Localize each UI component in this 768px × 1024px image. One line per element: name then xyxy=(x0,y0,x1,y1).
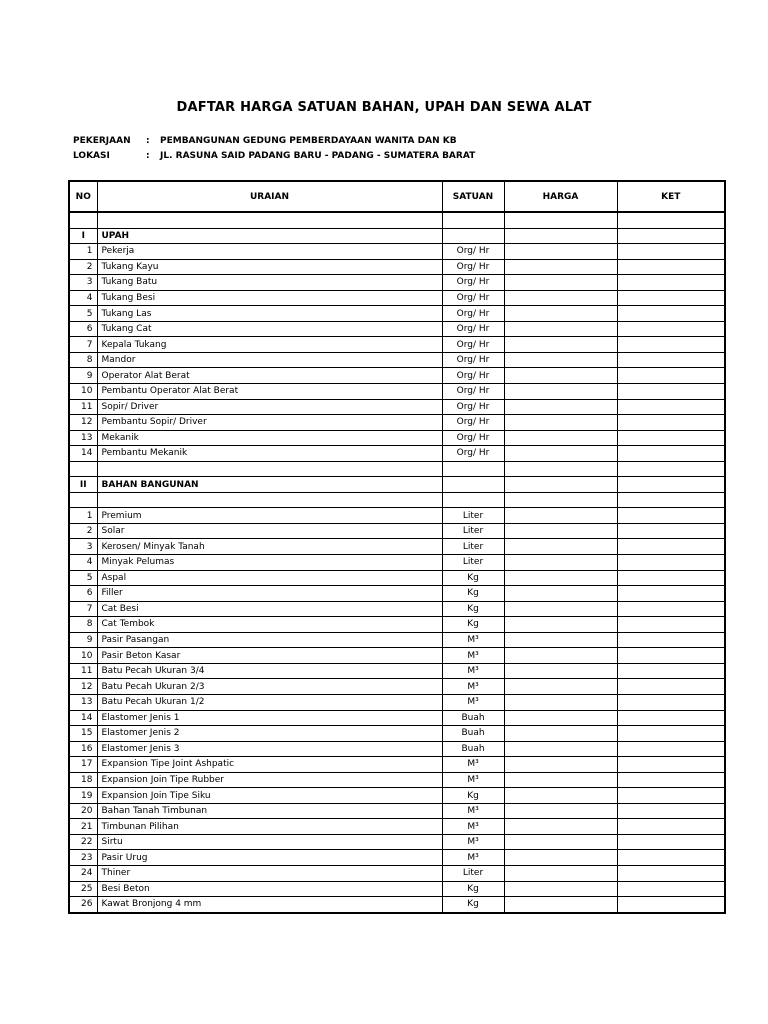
cell-satuan: Buah xyxy=(442,710,504,726)
table-row xyxy=(69,508,725,524)
cell-harga xyxy=(504,803,617,819)
cell-uraian: Pembantu Operator Alat Berat xyxy=(97,384,442,400)
table-row xyxy=(69,570,725,586)
cell-harga xyxy=(504,244,617,260)
cell-ket xyxy=(617,586,725,602)
header-uraian: URAIAN xyxy=(97,181,442,212)
cell-uraian: Pasir Pasangan xyxy=(97,632,442,648)
cell-no: 21 xyxy=(69,819,97,835)
cell-no: 14 xyxy=(69,710,97,726)
table-row xyxy=(69,741,725,757)
cell-no: II xyxy=(69,477,97,493)
cell-uraian: Elastomer Jenis 1 xyxy=(97,710,442,726)
cell-harga xyxy=(504,477,617,493)
cell-uraian: Pekerja xyxy=(97,244,442,260)
cell-satuan: Liter xyxy=(442,508,504,524)
cell-no: 23 xyxy=(69,850,97,866)
cell-ket xyxy=(617,492,725,508)
cell-no: 1 xyxy=(69,244,97,260)
cell-ket xyxy=(617,415,725,431)
cell-harga xyxy=(504,228,617,244)
cell-no xyxy=(69,212,97,228)
cell-ket xyxy=(617,337,725,353)
meta-label: PEKERJAAN xyxy=(73,136,131,146)
cell-ket xyxy=(617,601,725,617)
cell-satuan: Kg xyxy=(442,617,504,633)
table-row xyxy=(69,539,725,555)
cell-uraian: Timbunan Pilihan xyxy=(97,819,442,835)
cell-no: 12 xyxy=(69,679,97,695)
cell-uraian: Kawat Bronjong 4 mm xyxy=(97,897,442,913)
cell-ket xyxy=(617,679,725,695)
cell-satuan: M³ xyxy=(442,757,504,773)
cell-ket xyxy=(617,865,725,881)
cell-satuan: Org/ Hr xyxy=(442,244,504,260)
cell-uraian xyxy=(97,461,442,477)
cell-no: 10 xyxy=(69,648,97,664)
cell-satuan xyxy=(442,212,504,228)
cell-no: 25 xyxy=(69,881,97,897)
cell-ket xyxy=(617,228,725,244)
cell-no: 4 xyxy=(69,290,97,306)
table-row xyxy=(69,897,725,913)
cell-uraian: Elastomer Jenis 3 xyxy=(97,741,442,757)
cell-satuan: Kg xyxy=(442,570,504,586)
cell-no: 9 xyxy=(69,368,97,384)
cell-ket xyxy=(617,306,725,322)
cell-no: I xyxy=(69,228,97,244)
cell-harga xyxy=(504,772,617,788)
cell-ket xyxy=(617,368,725,384)
price-table xyxy=(68,180,726,914)
cell-harga xyxy=(504,694,617,710)
cell-no: 5 xyxy=(69,306,97,322)
cell-no: 26 xyxy=(69,897,97,913)
cell-ket xyxy=(617,259,725,275)
cell-uraian: Batu Pecah Ukuran 2/3 xyxy=(97,679,442,695)
cell-satuan: Org/ Hr xyxy=(442,275,504,291)
cell-satuan: M³ xyxy=(442,648,504,664)
cell-ket xyxy=(617,663,725,679)
table-row xyxy=(69,244,725,260)
cell-harga xyxy=(504,726,617,742)
cell-harga xyxy=(504,897,617,913)
cell-uraian: Kepala Tukang xyxy=(97,337,442,353)
table-header-row xyxy=(69,181,725,212)
cell-harga xyxy=(504,632,617,648)
cell-uraian xyxy=(97,212,442,228)
blank-row xyxy=(69,461,725,477)
cell-no: 14 xyxy=(69,446,97,462)
cell-ket xyxy=(617,726,725,742)
cell-harga xyxy=(504,741,617,757)
cell-ket xyxy=(617,477,725,493)
cell-satuan: Org/ Hr xyxy=(442,368,504,384)
cell-ket xyxy=(617,244,725,260)
table-row xyxy=(69,430,725,446)
cell-satuan: Kg xyxy=(442,586,504,602)
table-row xyxy=(69,694,725,710)
cell-ket xyxy=(617,523,725,539)
table-row xyxy=(69,306,725,322)
cell-uraian: Tukang Cat xyxy=(97,321,442,337)
cell-harga xyxy=(504,399,617,415)
cell-ket xyxy=(617,632,725,648)
table-row xyxy=(69,632,725,648)
cell-satuan: Org/ Hr xyxy=(442,384,504,400)
cell-satuan xyxy=(442,461,504,477)
cell-harga xyxy=(504,430,617,446)
cell-harga xyxy=(504,788,617,804)
cell-harga xyxy=(504,648,617,664)
cell-no: 7 xyxy=(69,337,97,353)
cell-satuan: M³ xyxy=(442,819,504,835)
cell-harga xyxy=(504,275,617,291)
table-row xyxy=(69,275,725,291)
cell-satuan: Liter xyxy=(442,555,504,571)
cell-no: 17 xyxy=(69,757,97,773)
cell-satuan: Org/ Hr xyxy=(442,399,504,415)
cell-satuan: Kg xyxy=(442,788,504,804)
table-row xyxy=(69,788,725,804)
cell-uraian: Sirtu xyxy=(97,834,442,850)
section-row xyxy=(69,477,725,493)
cell-harga xyxy=(504,384,617,400)
cell-satuan: M³ xyxy=(442,850,504,866)
cell-no: 20 xyxy=(69,803,97,819)
header-harga: HARGA xyxy=(504,181,617,212)
cell-satuan: M³ xyxy=(442,772,504,788)
blank-row xyxy=(69,492,725,508)
cell-no: 18 xyxy=(69,772,97,788)
cell-ket xyxy=(617,352,725,368)
cell-ket xyxy=(617,430,725,446)
cell-ket xyxy=(617,648,725,664)
cell-harga xyxy=(504,212,617,228)
cell-satuan xyxy=(442,477,504,493)
cell-harga xyxy=(504,555,617,571)
cell-harga xyxy=(504,850,617,866)
cell-uraian: Solar xyxy=(97,523,442,539)
cell-ket xyxy=(617,897,725,913)
table-row xyxy=(69,399,725,415)
meta-colon: : xyxy=(146,151,150,161)
table-row xyxy=(69,772,725,788)
document-title: DAFTAR HARGA SATUAN BAHAN, UPAH DAN SEWA ALAT xyxy=(176,100,592,115)
cell-uraian: Kerosen/ Minyak Tanah xyxy=(97,539,442,555)
cell-ket xyxy=(617,399,725,415)
cell-no: 6 xyxy=(69,321,97,337)
table-row xyxy=(69,352,725,368)
cell-harga xyxy=(504,601,617,617)
cell-satuan: M³ xyxy=(442,632,504,648)
cell-ket xyxy=(617,710,725,726)
table-row xyxy=(69,865,725,881)
cell-satuan: Org/ Hr xyxy=(442,306,504,322)
cell-uraian: Pembantu Mekanik xyxy=(97,446,442,462)
cell-satuan: Org/ Hr xyxy=(442,321,504,337)
cell-harga xyxy=(504,290,617,306)
cell-no: 5 xyxy=(69,570,97,586)
cell-ket xyxy=(617,555,725,571)
table-body xyxy=(69,212,725,913)
table-row xyxy=(69,850,725,866)
cell-harga xyxy=(504,368,617,384)
cell-ket xyxy=(617,275,725,291)
cell-ket xyxy=(617,694,725,710)
cell-uraian: Thiner xyxy=(97,865,442,881)
table-row xyxy=(69,757,725,773)
cell-no: 8 xyxy=(69,352,97,368)
cell-ket xyxy=(617,446,725,462)
cell-ket xyxy=(617,321,725,337)
meta-lokasi xyxy=(73,151,475,161)
cell-satuan: Buah xyxy=(442,741,504,757)
table-row xyxy=(69,617,725,633)
cell-harga xyxy=(504,508,617,524)
cell-satuan: Kg xyxy=(442,881,504,897)
table-row xyxy=(69,726,725,742)
cell-harga xyxy=(504,834,617,850)
cell-no: 16 xyxy=(69,741,97,757)
cell-no: 4 xyxy=(69,555,97,571)
cell-uraian: UPAH xyxy=(97,228,442,244)
cell-harga xyxy=(504,617,617,633)
cell-harga xyxy=(504,337,617,353)
cell-no xyxy=(69,492,97,508)
cell-uraian: Pasir Beton Kasar xyxy=(97,648,442,664)
cell-uraian: Sopir/ Driver xyxy=(97,399,442,415)
cell-uraian: Pasir Urug xyxy=(97,850,442,866)
cell-uraian: Expansion Join Tipe Rubber xyxy=(97,772,442,788)
cell-harga xyxy=(504,306,617,322)
cell-ket xyxy=(617,741,725,757)
cell-ket xyxy=(617,819,725,835)
cell-ket xyxy=(617,290,725,306)
section-row xyxy=(69,228,725,244)
cell-ket xyxy=(617,850,725,866)
table-row xyxy=(69,415,725,431)
cell-uraian: Operator Alat Berat xyxy=(97,368,442,384)
cell-uraian: Expansion Join Tipe Siku xyxy=(97,788,442,804)
table-row xyxy=(69,601,725,617)
cell-no: 10 xyxy=(69,384,97,400)
cell-harga xyxy=(504,757,617,773)
cell-ket xyxy=(617,539,725,555)
header-ket: KET xyxy=(617,181,725,212)
cell-satuan: M³ xyxy=(442,803,504,819)
cell-ket xyxy=(617,772,725,788)
cell-satuan: Kg xyxy=(442,601,504,617)
cell-no: 1 xyxy=(69,508,97,524)
cell-harga xyxy=(504,259,617,275)
table-row xyxy=(69,555,725,571)
cell-harga xyxy=(504,586,617,602)
table-row xyxy=(69,586,725,602)
meta-pekerjaan xyxy=(73,136,457,146)
cell-uraian: Bahan Tanah Timbunan xyxy=(97,803,442,819)
cell-no: 8 xyxy=(69,617,97,633)
cell-satuan: M³ xyxy=(442,663,504,679)
meta-value: PEMBANGUNAN GEDUNG PEMBERDAYAAN WANITA DAN KB xyxy=(160,136,457,146)
table-row xyxy=(69,384,725,400)
cell-uraian: Cat Tembok xyxy=(97,617,442,633)
cell-ket xyxy=(617,461,725,477)
cell-ket xyxy=(617,788,725,804)
cell-uraian: Mandor xyxy=(97,352,442,368)
cell-no: 15 xyxy=(69,726,97,742)
table-row xyxy=(69,803,725,819)
table-row xyxy=(69,663,725,679)
cell-uraian: BAHAN BANGUNAN xyxy=(97,477,442,493)
table-row xyxy=(69,819,725,835)
cell-harga xyxy=(504,663,617,679)
meta-value: JL. RASUNA SAID PADANG BARU - PADANG - SUMATERA BARAT xyxy=(160,151,476,161)
header-satuan: SATUAN xyxy=(442,181,504,212)
cell-uraian: Expansion Tipe Joint Ashpatic xyxy=(97,757,442,773)
cell-no: 11 xyxy=(69,399,97,415)
cell-uraian: Tukang Las xyxy=(97,306,442,322)
blank-row xyxy=(69,212,725,228)
cell-uraian: Cat Besi xyxy=(97,601,442,617)
table-row xyxy=(69,523,725,539)
cell-harga xyxy=(504,461,617,477)
cell-uraian: Pembantu Sopir/ Driver xyxy=(97,415,442,431)
cell-satuan: Org/ Hr xyxy=(442,259,504,275)
table-row xyxy=(69,337,725,353)
cell-satuan: Org/ Hr xyxy=(442,446,504,462)
cell-no: 13 xyxy=(69,694,97,710)
cell-ket xyxy=(617,570,725,586)
cell-satuan: Liter xyxy=(442,523,504,539)
cell-no: 24 xyxy=(69,865,97,881)
cell-uraian: Premium xyxy=(97,508,442,524)
cell-no: 22 xyxy=(69,834,97,850)
cell-no: 3 xyxy=(69,539,97,555)
cell-harga xyxy=(504,881,617,897)
cell-harga xyxy=(504,570,617,586)
cell-ket xyxy=(617,881,725,897)
cell-satuan xyxy=(442,492,504,508)
table-row xyxy=(69,290,725,306)
table-row xyxy=(69,368,725,384)
table-row xyxy=(69,679,725,695)
cell-no: 13 xyxy=(69,430,97,446)
cell-harga xyxy=(504,446,617,462)
table-row xyxy=(69,259,725,275)
cell-no: 2 xyxy=(69,259,97,275)
cell-uraian: Aspal xyxy=(97,570,442,586)
cell-satuan: M³ xyxy=(442,679,504,695)
cell-uraian: Tukang Kayu xyxy=(97,259,442,275)
cell-no xyxy=(69,461,97,477)
cell-ket xyxy=(617,508,725,524)
cell-satuan: Liter xyxy=(442,539,504,555)
cell-satuan: Buah xyxy=(442,726,504,742)
cell-harga xyxy=(504,415,617,431)
cell-no: 9 xyxy=(69,632,97,648)
cell-no: 11 xyxy=(69,663,97,679)
cell-satuan: Org/ Hr xyxy=(442,290,504,306)
cell-harga xyxy=(504,710,617,726)
table-row xyxy=(69,446,725,462)
cell-satuan: Org/ Hr xyxy=(442,352,504,368)
cell-uraian: Minyak Pelumas xyxy=(97,555,442,571)
cell-uraian: Mekanik xyxy=(97,430,442,446)
cell-uraian: Elastomer Jenis 2 xyxy=(97,726,442,742)
cell-ket xyxy=(617,757,725,773)
cell-no: 2 xyxy=(69,523,97,539)
cell-uraian xyxy=(97,492,442,508)
cell-uraian: Filler xyxy=(97,586,442,602)
cell-satuan: Org/ Hr xyxy=(442,430,504,446)
table-row xyxy=(69,648,725,664)
table-row xyxy=(69,321,725,337)
cell-satuan: Liter xyxy=(442,865,504,881)
cell-ket xyxy=(617,834,725,850)
cell-harga xyxy=(504,819,617,835)
cell-ket xyxy=(617,617,725,633)
cell-uraian: Tukang Besi xyxy=(97,290,442,306)
cell-no: 7 xyxy=(69,601,97,617)
table-row xyxy=(69,881,725,897)
cell-harga xyxy=(504,321,617,337)
cell-satuan: Kg xyxy=(442,897,504,913)
cell-satuan: Org/ Hr xyxy=(442,337,504,353)
cell-harga xyxy=(504,539,617,555)
cell-uraian: Besi Beton xyxy=(97,881,442,897)
table-row xyxy=(69,834,725,850)
cell-uraian: Batu Pecah Ukuran 1/2 xyxy=(97,694,442,710)
cell-no: 3 xyxy=(69,275,97,291)
cell-uraian: Tukang Batu xyxy=(97,275,442,291)
cell-harga xyxy=(504,865,617,881)
cell-ket xyxy=(617,803,725,819)
cell-satuan: M³ xyxy=(442,834,504,850)
cell-ket xyxy=(617,212,725,228)
cell-harga xyxy=(504,679,617,695)
cell-no: 6 xyxy=(69,586,97,602)
cell-ket xyxy=(617,384,725,400)
meta-colon: : xyxy=(146,136,150,146)
cell-harga xyxy=(504,492,617,508)
cell-uraian: Batu Pecah Ukuran 3/4 xyxy=(97,663,442,679)
cell-satuan: M³ xyxy=(442,694,504,710)
cell-no: 19 xyxy=(69,788,97,804)
table-row xyxy=(69,710,725,726)
cell-satuan: Org/ Hr xyxy=(442,415,504,431)
cell-harga xyxy=(504,523,617,539)
cell-harga xyxy=(504,352,617,368)
cell-satuan xyxy=(442,228,504,244)
header-no: NO xyxy=(69,181,97,212)
meta-label: LOKASI xyxy=(73,151,110,161)
cell-no: 12 xyxy=(69,415,97,431)
